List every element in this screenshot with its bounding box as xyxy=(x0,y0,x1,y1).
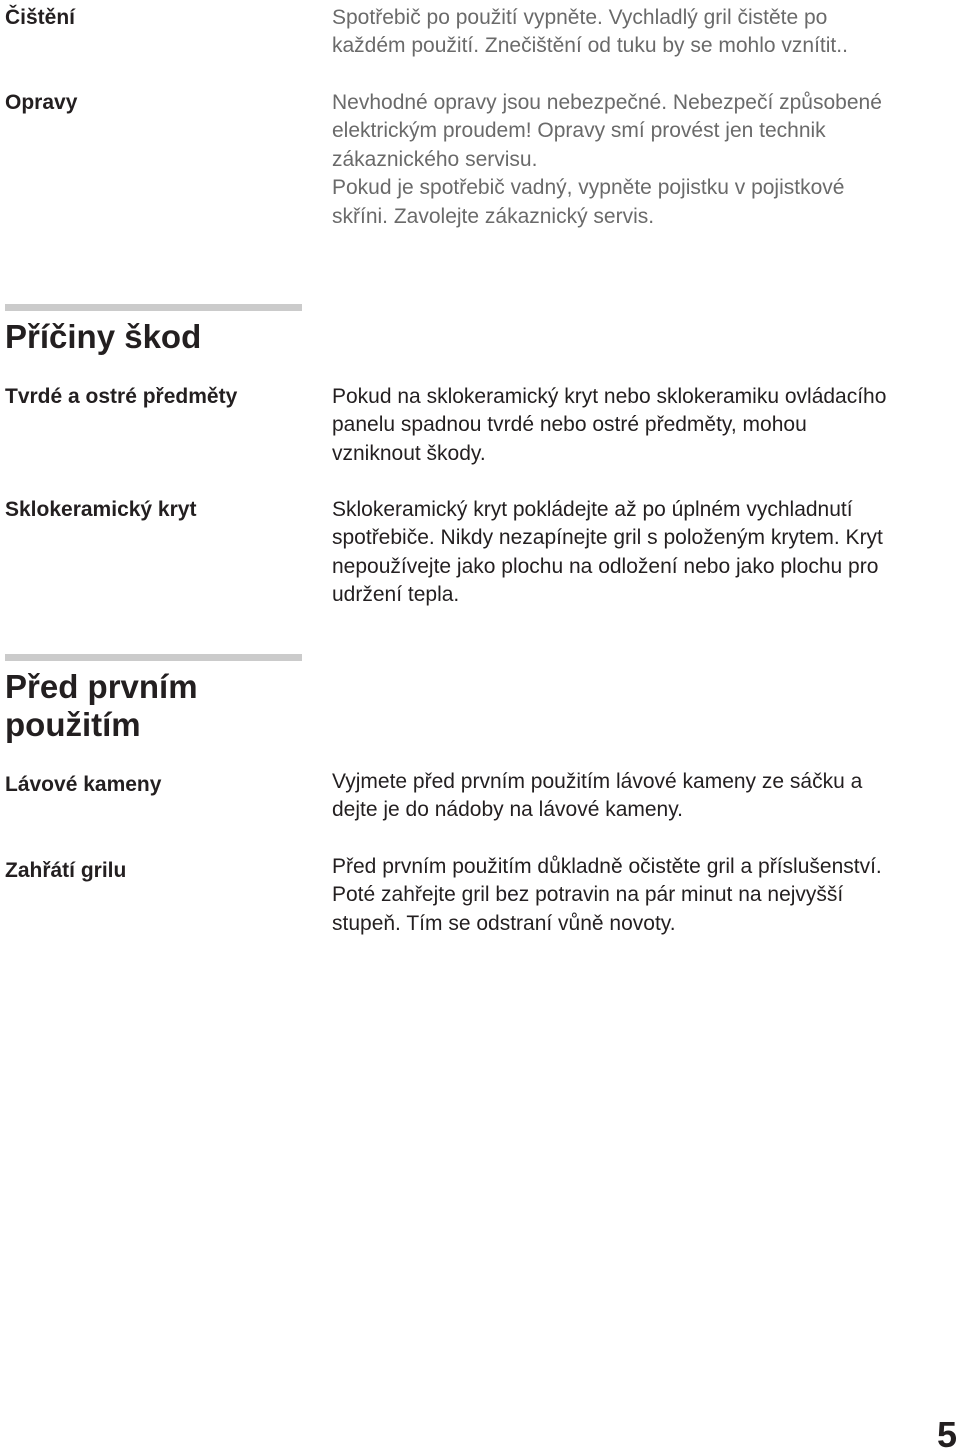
page-number: 5 xyxy=(936,1414,957,1455)
label-cisteni: Čištění xyxy=(5,6,76,29)
text-opravy: Nevhodné opravy jsou nebezpečné. Nebezpečí způsobené elektrickým proudem! Opravy smí provést jen technik zákaznického servisu. Pokud je spotřebič vadný, vypněte pojistku v pojistkové skříni. Zavolejte zákaznický servis. xyxy=(332,91,882,228)
text-tvrde-predmety: Pokud na sklokeramický kryt nebo sklokeramiku ovládacího panelu spadnou tvrdé nebo ostré předměty, mohou vzniknout škody. xyxy=(332,385,887,465)
text-cisteni: Spotřebič po použití vypněte. Vychladlý gril čistěte po každém použití. Znečištění od tuku by se mohlo vznítit.. xyxy=(332,6,848,58)
section-title-pred-pouzitim: Před prvním použitím xyxy=(5,668,198,743)
section-rule-priciny xyxy=(5,304,302,311)
text-zahrati-grilu: Před prvním použitím důkladně očistěte gril a příslušenství. Poté zahřejte gril bez potravin na pár minut na nejvyšší stupeň. Tím se odstraní vůně novoty. xyxy=(332,855,882,935)
label-lavove-kameny: Lávové kameny xyxy=(5,773,162,796)
label-zahrati-grilu: Zahřátí grilu xyxy=(5,859,127,882)
label-sklokeramicky-kryt: Sklokeramický kryt xyxy=(5,498,197,521)
section-rule-pred-pouzitim xyxy=(5,654,302,661)
label-tvrde-predmety: Tvrdé a ostré předměty xyxy=(5,385,238,408)
text-sklokeramicky-kryt: Sklokeramický kryt pokládejte až po úplném vychladnutí spotřebiče. Nikdy nezapínejte gril s položeným krytem. Kryt nepoužívejte jako plochu na odložení nebo jako plochu pro udržení tepla. xyxy=(332,498,883,607)
text-lavove-kameny: Vyjmete před prvním použitím lávové kameny ze sáčku a dejte je do nádoby na lávové kameny. xyxy=(332,770,863,822)
section-title-priciny: Příčiny škod xyxy=(5,318,202,355)
label-opravy: Opravy xyxy=(5,91,78,114)
